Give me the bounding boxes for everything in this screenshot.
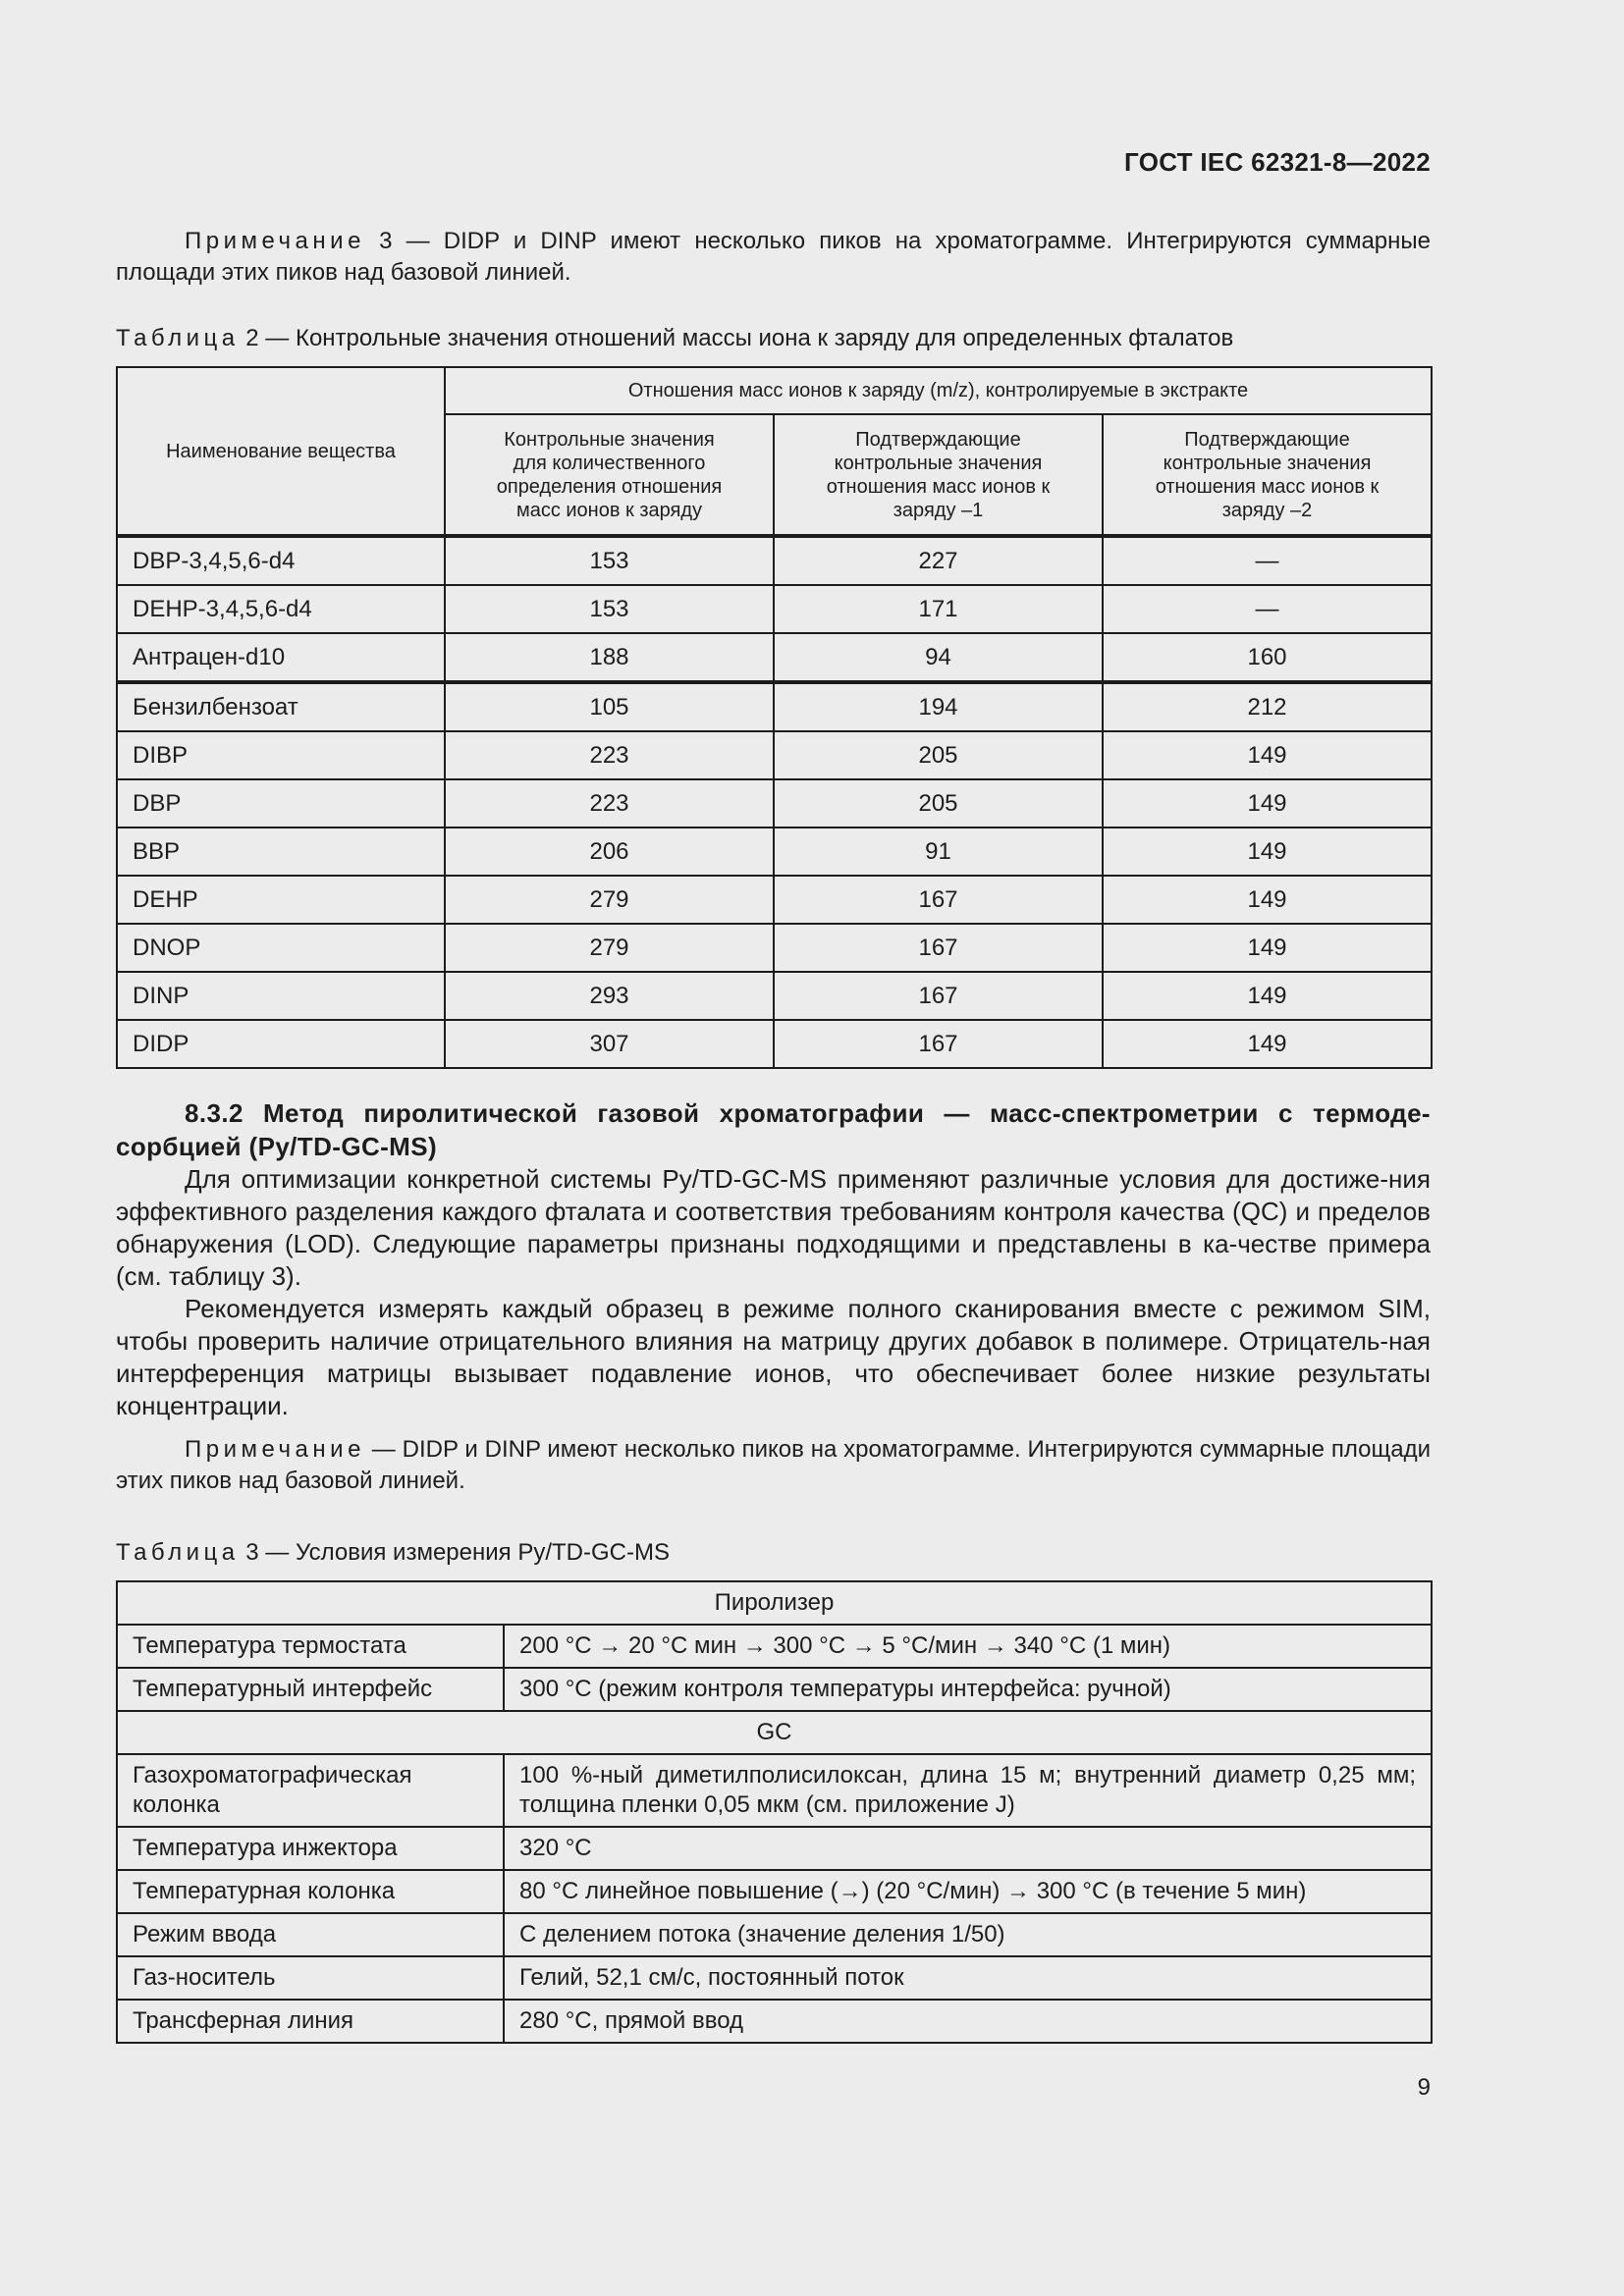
- page-number: 9: [1417, 2074, 1431, 2101]
- cell-quant: 206: [445, 828, 774, 876]
- cell-name: DEHP-3,4,5,6-d4: [117, 585, 445, 633]
- note-label: Примечание: [185, 1436, 365, 1463]
- cell-confirm-1: 167: [774, 924, 1103, 972]
- section-gc: GC: [117, 1711, 1432, 1754]
- col-header-confirm-1: Подтверждающие контрольные значения отношения масс ионов к заряду –1: [774, 414, 1103, 536]
- table-row: [117, 633, 1432, 682]
- section-paragraph-2: Рекомендуется измерять каждый образец в режиме полного сканирования вместе с режимом SIM, чтобы проверить наличие отрицательного влияния на матрицу других добавок в полимере. Отрицатель-ная интерференция матрицы вызывает подавление ионов, что обеспечивает более низкие результаты концентрации.: [116, 1294, 1431, 1420]
- table-row: [117, 972, 1432, 1020]
- cell-value: Гелий, 52,1 см/с, постоянный поток: [504, 1956, 1432, 2000]
- cell-quant: 223: [445, 779, 774, 828]
- cell-quant: 223: [445, 731, 774, 779]
- table3-caption: [116, 1538, 1431, 1568]
- cell-confirm-2: 149: [1103, 1020, 1432, 1068]
- table-row: [117, 779, 1432, 828]
- cell-parameter: Температурный интерфейс: [117, 1668, 504, 1711]
- table-row: [117, 1827, 1432, 1870]
- table-row: [117, 1870, 1432, 1913]
- cell-parameter: Газ-носитель: [117, 1956, 504, 2000]
- cell-confirm-2: 149: [1103, 876, 1432, 924]
- cell-value: С делением потока (значение деления 1/50): [504, 1913, 1432, 1956]
- table-row: [117, 585, 1432, 633]
- col-header-confirm-2: Подтверждающие контрольные значения отношения масс ионов к заряду –2: [1103, 414, 1432, 536]
- col-header-name: Наименование вещества: [117, 367, 445, 536]
- cell-value: 100 %-ный диметилполисилоксан, длина 15 м; внутренний диаметр 0,25 мм; толщина пленки 0,05 мкм (см. приложение J): [504, 1754, 1432, 1827]
- table-row: [117, 924, 1432, 972]
- note-text: — DIDP и DINP имеют несколько пиков на хроматограмме. Интегрируются суммарные площади этих пиков над базовой линией.: [116, 1436, 1431, 1494]
- cell-value: 300 °C (режим контроля температуры интерфейса: ручной): [504, 1668, 1432, 1711]
- cell-quant: 307: [445, 1020, 774, 1068]
- cell-quant: 279: [445, 876, 774, 924]
- cell-confirm-2: 149: [1103, 731, 1432, 779]
- table-row: [117, 536, 1432, 585]
- cell-confirm-2: —: [1103, 585, 1432, 633]
- col-group-header: Отношения масс ионов к заряду (m/z), контролируемые в экстракте: [445, 367, 1432, 414]
- caption-label: Таблица: [116, 1539, 240, 1566]
- section-pyrolyzer: Пиролизер: [117, 1581, 1432, 1625]
- cell-confirm-2: 160: [1103, 633, 1432, 682]
- cell-parameter: Температурная колонка: [117, 1870, 504, 1913]
- table-row: [117, 731, 1432, 779]
- cell-confirm-2: 149: [1103, 924, 1432, 972]
- cell-name: DNOP: [117, 924, 445, 972]
- cell-confirm-1: 94: [774, 633, 1103, 682]
- document-page: [116, 0, 1431, 2296]
- cell-confirm-1: 205: [774, 779, 1103, 828]
- caption-text: 2 — Контрольные значения отношений массы иона к заряду для определенных фталатов: [239, 325, 1234, 351]
- note-4: [116, 1434, 1431, 1497]
- cell-name: DBP-3,4,5,6-d4: [117, 536, 445, 585]
- cell-confirm-2: 212: [1103, 682, 1432, 731]
- cell-confirm-2: —: [1103, 536, 1432, 585]
- table-row: [117, 1913, 1432, 1956]
- table-row: [117, 1754, 1432, 1827]
- document-id: ГОСТ IEC 62321-8—2022: [1124, 147, 1431, 177]
- cell-quant: 188: [445, 633, 774, 682]
- cell-quant: 153: [445, 536, 774, 585]
- table-section-row: [117, 1581, 1432, 1625]
- cell-name: Бензилбензоат: [117, 682, 445, 731]
- section-heading: 8.3.2 Метод пиролитической газовой хроматографии — масс-спектрометрии с термоде-сорбцией (Py/TD-GC-MS): [116, 1098, 1431, 1161]
- cell-name: DINP: [117, 972, 445, 1020]
- cell-name: DIDP: [117, 1020, 445, 1068]
- table-row: [117, 828, 1432, 876]
- cell-name: DBP: [117, 779, 445, 828]
- cell-value: 320 °C: [504, 1827, 1432, 1870]
- cell-parameter: Температура термостата: [117, 1625, 504, 1668]
- cell-confirm-1: 167: [774, 876, 1103, 924]
- table-2-mz-values: [116, 366, 1433, 1069]
- cell-confirm-1: 227: [774, 536, 1103, 585]
- cell-parameter: Трансферная линия: [117, 2000, 504, 2043]
- cell-confirm-1: 194: [774, 682, 1103, 731]
- table2-caption: [116, 324, 1431, 353]
- note-label: Примечание: [185, 228, 365, 254]
- cell-confirm-1: 205: [774, 731, 1103, 779]
- cell-value: 200 °C → 20 °C мин → 300 °C → 5 °C/мин → 340 °C (1 мин): [504, 1625, 1432, 1668]
- note-text: 3 — DIDP и DINP имеют несколько пиков на хроматограмме. Интегрируются суммарные площади этих пиков над базовой линией.: [116, 228, 1431, 286]
- cell-name: BBP: [117, 828, 445, 876]
- cell-quant: 105: [445, 682, 774, 731]
- cell-quant: 279: [445, 924, 774, 972]
- cell-confirm-2: 149: [1103, 779, 1432, 828]
- cell-parameter: Температура инжектора: [117, 1827, 504, 1870]
- cell-confirm-1: 167: [774, 1020, 1103, 1068]
- table-row: [117, 1625, 1432, 1668]
- cell-confirm-2: 149: [1103, 972, 1432, 1020]
- cell-parameter: Режим ввода: [117, 1913, 504, 1956]
- caption-label: Таблица: [116, 325, 240, 351]
- cell-quant: 293: [445, 972, 774, 1020]
- col-header-quant: Контрольные значения для количественного определения отношения масс ионов к заряду: [445, 414, 774, 536]
- cell-name: Антрацен-d10: [117, 633, 445, 682]
- section-8-3-2: [116, 1096, 1431, 1497]
- section-paragraph-1: Для оптимизации конкретной системы Py/TD-GC-MS применяют различные условия для достиже-ния эффективного разделения каждого фталата и соответствия требованиям контроля качества (QC) и пределов обнаружения (LOD). Следующие параметры признаны подходящими и представлены в ка-честве примера (см. таблицу 3).: [116, 1164, 1431, 1291]
- table-section-row: [117, 1711, 1432, 1754]
- cell-confirm-1: 167: [774, 972, 1103, 1020]
- table-row: [117, 1668, 1432, 1711]
- table-3-measurement-conditions: [116, 1580, 1433, 2044]
- table-row: [117, 1956, 1432, 2000]
- cell-name: DIBP: [117, 731, 445, 779]
- cell-confirm-2: 149: [1103, 828, 1432, 876]
- cell-value: 80 °C линейное повышение (→) (20 °C/мин) → 300 °C (в течение 5 мин): [504, 1870, 1432, 1913]
- table-row: [117, 1020, 1432, 1068]
- cell-confirm-1: 91: [774, 828, 1103, 876]
- note-3: [116, 226, 1431, 289]
- caption-text: 3 — Условия измерения Py/TD-GC-MS: [239, 1539, 670, 1566]
- cell-confirm-1: 171: [774, 585, 1103, 633]
- cell-name: DEHP: [117, 876, 445, 924]
- table-row: [117, 2000, 1432, 2043]
- cell-value: 280 °C, прямой ввод: [504, 2000, 1432, 2043]
- cell-quant: 153: [445, 585, 774, 633]
- table-row: [117, 876, 1432, 924]
- table-row: [117, 682, 1432, 731]
- cell-parameter: Газохроматографическая колонка: [117, 1754, 504, 1827]
